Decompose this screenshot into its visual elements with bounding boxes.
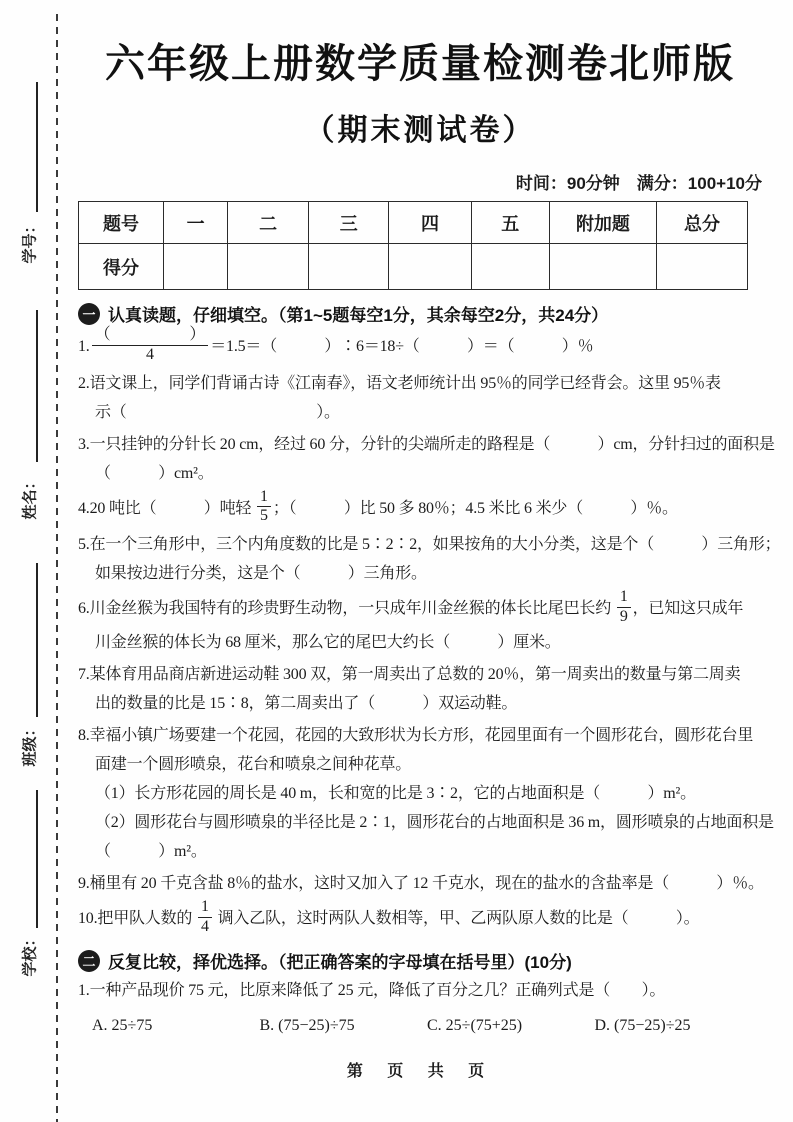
question-line: 4.20 吨比（ ）吨轻 $\frac{1}{5}$ ；（ ）比 50 多 80％；4.5 米比 6 米少（ ）％。 <box>78 487 678 525</box>
score-table-header-cell: 题号 <box>79 202 164 244</box>
section-number-badge-icon: 二 <box>78 950 100 972</box>
question <box>78 369 762 427</box>
question-sections <box>78 301 781 1040</box>
section-title: 认真读题，仔细填空。（第1~5题每空1分，其余每空2分，共24分） <box>108 306 609 325</box>
score-cell <box>389 244 471 290</box>
fraction: $\frac{1}{4}$ <box>198 899 212 936</box>
seal-cut-line <box>56 14 58 1122</box>
fraction: $\frac{1}{5}$ <box>257 489 271 526</box>
question-line: 8.幸福小镇广场要建一个花园，花园的大致形状为长方形，花园里面有一个圆形花台，圆形花台里 <box>78 726 754 744</box>
question-line: 示（ ）。 <box>95 403 340 421</box>
score-table-header-cell: 一 <box>163 202 227 244</box>
class-label: 班级： <box>22 721 39 767</box>
content-column <box>78 0 781 1081</box>
question-line: 6.川金丝猴为我国特有的珍贵野生动物，一只成年川金丝猴的体长比尾巴长约 $\frac{1}{9}$ ，已知这只成年 <box>78 588 744 625</box>
section-title: 反复比较，择优选择。（把正确答案的字母填在括号里）(10分) <box>108 953 572 973</box>
option-item: C. 25÷(75+25) <box>427 1017 523 1035</box>
school-blank-line <box>36 790 38 928</box>
score-table-header-cell: 二 <box>228 202 309 244</box>
question-line: 3.一只挂钟的分针长 20 cm，经过 60 分，分针的尖端所走的路程是（ ）cm，分针扫过的面积是 <box>78 435 775 453</box>
fraction: $\frac{( )}{4}$ <box>92 327 209 364</box>
question <box>78 660 762 718</box>
student-id-label: 学号： <box>22 218 39 264</box>
question-line: 7.某体育用品商店新进运动鞋 300 双，第一周卖出了总数的 20％，第一周卖出的数量与第二周卖 <box>78 665 741 683</box>
exam-time-score-info: 时间：90分钟 满分：100+10分 <box>515 174 762 193</box>
question-line: 面建一个圆形喷泉，花台和喷泉之间种花草。 <box>95 755 412 773</box>
score-table-header-row <box>79 202 748 244</box>
question <box>78 530 781 588</box>
question-line: （1）长方形花园的周长是 40 m，长和宽的比是 3∶2，它的占地面积是（ ）m²。 <box>95 784 696 802</box>
question <box>78 430 775 488</box>
question-line: 如果按边进行分类，这是个（ ）三角形。 <box>95 565 427 583</box>
question-line: 10.把甲队人数的 $\frac{1}{4}$ 调入乙队，这时两队人数相等，甲、乙两队原人数的比是（ ）。 <box>78 897 700 935</box>
fraction: $\frac{1}{9}$ <box>617 589 631 626</box>
question-line: （ ）cm²。 <box>95 464 214 482</box>
score-table <box>78 201 748 290</box>
question <box>78 869 762 898</box>
score-table-header-cell: 附加题 <box>549 202 656 244</box>
page-subtitle: （期末测试卷） <box>304 114 536 147</box>
score-table-header-cell: 三 <box>309 202 389 244</box>
section-header <box>78 948 762 973</box>
options-row <box>78 1012 762 1040</box>
score-cell <box>228 244 309 290</box>
question-line: 9.桶里有 20 千克含盐 8％的盐水，这时又加入了 12 千克水，现在的盐水的含盐率是（ ）％。 <box>78 874 764 892</box>
section-header <box>78 301 762 326</box>
question <box>78 897 762 938</box>
student-name-label: 姓名： <box>22 474 39 520</box>
score-cell <box>309 244 389 290</box>
score-cell <box>549 244 656 290</box>
option-item: A. 25÷75 <box>92 1017 153 1035</box>
question-line: （ ）m²。 <box>95 842 207 860</box>
score-table-header-cell: 四 <box>389 202 471 244</box>
school-label: 学校： <box>22 931 39 977</box>
question-line: 2.语文课上，同学们背诵古诗《江南春》，语文老师统计出 95％的同学已经背会。这里 95％表 <box>78 374 721 392</box>
score-cell <box>656 244 747 290</box>
question-line: 1.一种产品现价 75 元，比原来降低了 25 元，降低了百分之几？正确列式是（ ）。 <box>78 982 666 1000</box>
option-item: B. (75−25)÷75 <box>259 1017 355 1035</box>
score-table-header-cell: 五 <box>471 202 549 244</box>
question-line: （2）圆形花台与圆形喷泉的半径比是 2∶1，圆形花台的占地面积是 36 m，圆形喷泉的占地面积是 <box>95 813 774 831</box>
question <box>78 976 762 1040</box>
question-line: 川金丝猴的体长为 68 厘米，那么它的尾巴大约长（ ）厘米。 <box>95 633 561 651</box>
page-footer: 第 页 共 页 <box>346 1063 494 1081</box>
question <box>78 721 774 866</box>
option-item: D. (75−25)÷25 <box>594 1017 691 1035</box>
question <box>78 326 762 366</box>
question-line: 5.在一个三角形中，三个内角度数的比是 5∶2∶2，如果按角的大小分类，这是个（ ）三角形； <box>78 536 781 554</box>
score-table-header-cell: 总分 <box>656 202 747 244</box>
question-line: 出的数量的比是 15∶8，第二周卖出了（ ）双运动鞋。 <box>95 694 518 712</box>
question <box>78 487 762 528</box>
section-number-badge-icon: 一 <box>78 303 100 325</box>
score-cell <box>163 244 227 290</box>
score-row-label: 得分 <box>79 244 164 290</box>
class-blank-line <box>36 563 38 717</box>
question <box>78 588 762 657</box>
student-name-blank-line <box>36 310 38 462</box>
score-table-value-row <box>79 244 748 290</box>
question-line: 1. $\frac{( )}{4}$ ＝1.5＝（ ）∶6＝18÷（ ）＝（ ）％ <box>78 326 594 363</box>
page-title: 六年级上册数学质量检测卷北师版 <box>105 42 735 86</box>
student-id-blank-line <box>36 82 38 212</box>
score-cell <box>471 244 549 290</box>
